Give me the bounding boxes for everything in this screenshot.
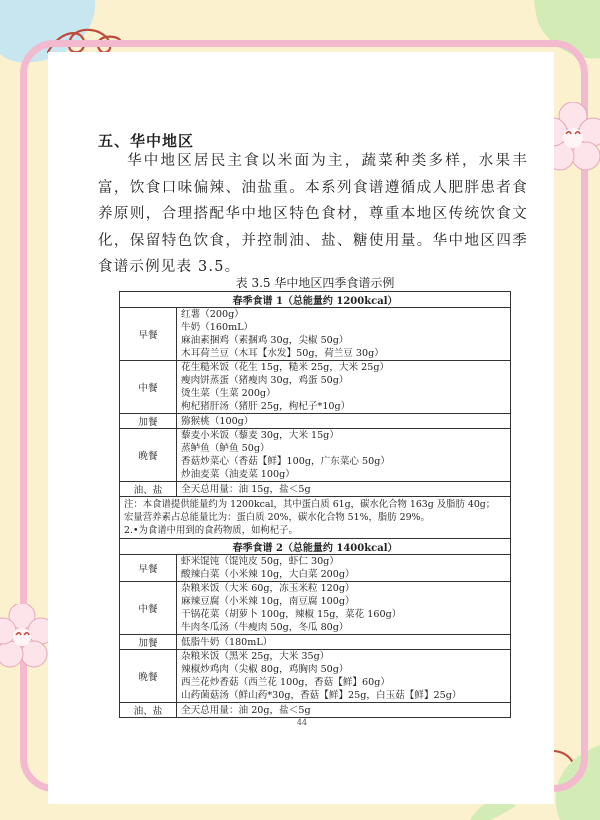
dish-item: 木耳荷兰豆（木耳【水发】50g，荷兰豆 30g） [181,348,384,359]
meal-label: 中餐 [120,361,177,414]
dish-item: 虾米馄饨（馄饨皮 50g，虾仁 30g） [181,556,339,567]
dish-item: 牛奶（160mL） [181,322,254,333]
meal-items [177,414,511,429]
table-row [120,650,511,703]
table-row [120,555,511,582]
meal-label: 晚餐 [120,650,177,703]
meal-label: 中餐 [120,582,177,635]
meal-label: 油、盐 [120,482,177,497]
table-row [120,635,511,650]
table-row [120,414,511,429]
meal-items [177,582,511,635]
dish-item: 杂粮米饭（黑米 25g，大米 35g） [181,651,330,662]
recipe-table [119,291,511,718]
dish-item: 麻辣豆腐（小米辣 10g，南豆腐 100g） [181,596,355,607]
dish-item: 枸杞猪肝汤（猪肝 25g，枸杞子*10g） [181,401,351,412]
table-row [120,308,511,361]
meal-items [177,361,511,414]
page-number: 44 [296,718,308,727]
dish-item: 蒸鲈鱼（鲈鱼 50g） [181,443,270,454]
dish-item: 红薯（200g） [181,309,244,320]
dish-item: 猕猴桃（100g） [181,415,254,427]
dish-item: 干锅花菜（胡萝卜 100g，辣椒 15g，菜花 160g） [181,609,402,620]
table-caption: 表 3.5 华中地区四季食谱示例 [235,276,395,290]
dish-item: 花生糙米饭（花生 15g，糙米 25g，大米 25g） [181,362,390,373]
meal-label: 晚餐 [120,429,177,482]
meal-label: 早餐 [120,308,177,361]
table-row [120,361,511,414]
meal-items [177,429,511,482]
dish-item: 瘦肉饼蒸蛋（猪瘦肉 30g，鸡蛋 50g） [181,375,349,386]
dish-item: 藜麦小米饭（藜麦 30g，大米 15g） [181,430,339,441]
meal-label: 早餐 [120,555,177,582]
table-row [120,582,511,635]
table-notes [120,497,511,539]
dish-item: 全天总用量：油 20g，盐＜5g [181,704,311,716]
intro-paragraph: 华中地区居民主食以米面为主，蔬菜种类多样，水果丰富，饮食口味偏辣、油盐重。本系列食谱遵循成人肥胖患者食养原则，合理搭配华中地区特色食材，尊重本地区传统饮食文化，保留特色饮食，并控制油、盐、糖使用量。华中地区四季食谱示例见表 3.5。 [98,153,528,275]
note-line: 注：本食谱提供能量约为 1200kcal，其中蛋白质 61g，碳水化合物 163g 及脂肪 40g； [124,499,496,510]
note-line: 2.•为食谱中用到的食药物质，如枸杞子。 [124,525,298,536]
dish-item: 辣椒炒鸡肉（尖椒 80g，鸡胸肉 50g） [181,664,349,675]
meal-label: 加餐 [120,635,177,650]
menu-header-row [120,292,511,308]
dish-item: 山药菌菇汤（鲜山药*30g，香菇【鲜】25g，白玉菇【鲜】25g） [181,690,462,701]
menu-header: 春季食谱 2（总能量约 1400kcal） [120,539,511,555]
meal-label: 加餐 [120,414,177,429]
menu-header-row [120,539,511,555]
section-title: 五、华中地区 [98,132,195,150]
dish-item: 牛肉冬瓜汤（牛瘦肉 50g，冬瓜 80g） [181,622,349,633]
dish-item: 杂粮米饭（大米 60g，冻玉米粒 120g） [181,583,355,594]
dish-item: 炒油麦菜（油麦菜 100g） [181,469,295,480]
meal-items [177,703,511,718]
meal-label: 油、盐 [120,703,177,718]
meal-items [177,555,511,582]
table-row [120,482,511,497]
dish-item: 全天总用量：油 15g，盐＜5g [181,483,311,495]
dish-item: 低脂牛奶（180mL） [181,636,273,648]
dish-item: 烫生菜（生菜 200g） [181,388,276,399]
note-line: 宏量营养素占总能量比为：蛋白质 20%，碳水化合物 51%，脂肪 29%。 [124,512,430,523]
dish-item: 西兰花炒香菇（西兰花 100g，香菇【鲜】60g） [181,677,390,688]
meal-items [177,650,511,703]
menu-header: 春季食谱 1（总能量约 1200kcal） [120,292,511,308]
meal-items [177,482,511,497]
notes-row [120,497,511,539]
dish-item: 酸辣白菜（小米辣 10g，大白菜 200g） [181,569,355,580]
meal-items [177,308,511,361]
dish-item: 香菇炒菜心（香菇【鲜】100g，广东菜心 50g） [181,456,390,467]
table-row [120,429,511,482]
meal-items [177,635,511,650]
dish-item: 麻油素捆鸡（素捆鸡 30g，尖椒 50g） [181,335,349,346]
table-row [120,703,511,718]
